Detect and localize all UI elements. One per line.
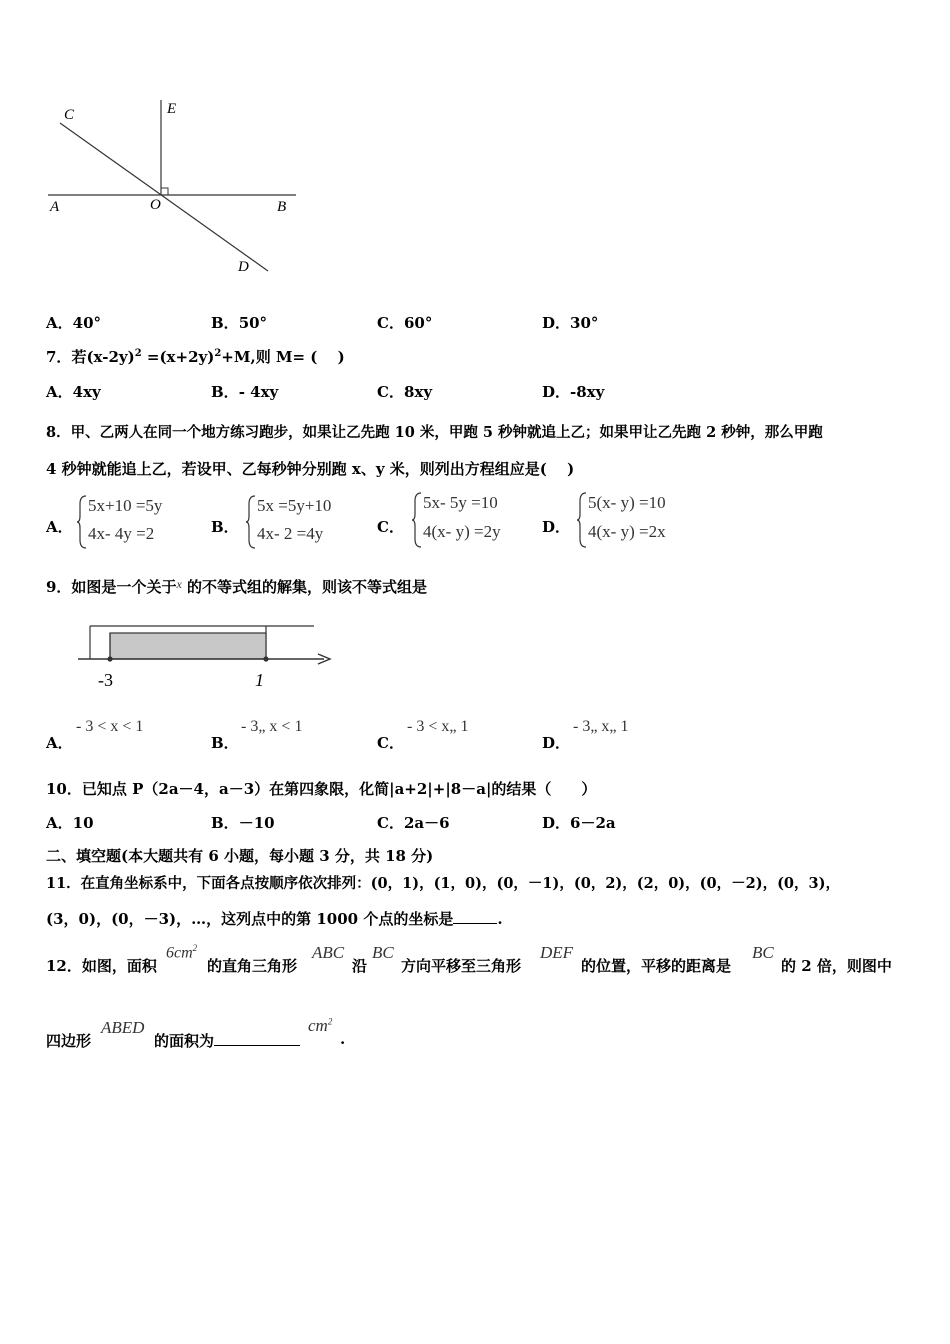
q12-area: $6cm^2$ bbox=[166, 943, 198, 962]
q6-option-d: D．30° bbox=[542, 314, 599, 332]
label-e: E bbox=[167, 101, 177, 117]
q10-option-a: A．10 bbox=[46, 814, 94, 832]
q8-option-a-letter: A． bbox=[46, 518, 73, 536]
q8-d-eq2: 4(x- y) =2x bbox=[588, 522, 666, 541]
q9-option-a-expr: - 3 < x < 1 bbox=[76, 718, 144, 735]
q8-c-eq2: 4(x- y) =2y bbox=[423, 522, 501, 541]
right-angle-mark bbox=[161, 188, 168, 195]
q6-option-a: A．40° bbox=[46, 314, 102, 332]
q9-option-a-letter: A． bbox=[46, 734, 73, 752]
q9-option-b-letter: B． bbox=[211, 734, 239, 752]
q12-text-2: 的直角三角形 bbox=[207, 957, 298, 975]
q8-option-d-system bbox=[576, 491, 701, 549]
q9-option-b-expr: - 3„ x < 1 bbox=[241, 718, 303, 735]
brace-icon bbox=[411, 491, 423, 549]
section-title: 二、填空题(本大题共有 6 小题，每小题 3 分，共 18 分) bbox=[46, 847, 434, 865]
q6-option-b: B．50° bbox=[211, 314, 268, 332]
q11-stem-line1: 11．在直角坐标系中，下面各点按顺序依次排列：(0，1)，(1，0)，(0，－1)，(0，2)，(2，0)，(0，－2)，(0，3)， bbox=[46, 875, 840, 892]
label-o: O bbox=[150, 197, 161, 213]
q12-text-4: 方向平移至三角形 bbox=[401, 957, 522, 975]
q8-option-d-letter: D． bbox=[542, 518, 571, 536]
number-line-figure bbox=[74, 615, 336, 693]
q11-stem-line2: (3，0)，(0，－3)，…，这列点中的第 1000 个点的坐标是 . bbox=[46, 910, 503, 928]
label-c: C bbox=[64, 107, 75, 123]
q12-period: . bbox=[340, 1030, 346, 1048]
q12-bc2: BC bbox=[752, 943, 774, 962]
q9-option-c-expr: - 3 < x„ 1 bbox=[407, 718, 469, 735]
q12-line1: 12．如图，面积 bbox=[46, 957, 157, 975]
q8-option-b-system bbox=[245, 494, 365, 550]
brace-icon bbox=[576, 491, 588, 549]
q8-d-eq1: 5(x- y) =10 bbox=[588, 493, 666, 512]
label-b: B bbox=[277, 199, 287, 215]
q7-option-d: D．-8xy bbox=[542, 383, 605, 401]
q7-stem: 7．若$(x-2y)^2 =(x+2y)^2+M$,则 M= ( ) bbox=[46, 348, 345, 366]
q9-option-d-expr: - 3„ x„ 1 bbox=[573, 718, 629, 735]
q10-stem: 10．已知点 P（2a－4，a－3）在第四象限，化简|a+2|+|8－a|的结果（ ） bbox=[46, 780, 597, 798]
q8-a-eq1: 5x+10 =5y bbox=[88, 496, 163, 515]
q8-b-eq2: 4x- 2 =4y bbox=[257, 524, 324, 543]
q12-text-5: 的位置，平移的距离是 bbox=[581, 957, 732, 975]
q6-option-c: C．60° bbox=[377, 314, 433, 332]
q12-unit: $cm^2$ bbox=[308, 1016, 333, 1035]
line-cd bbox=[60, 123, 268, 271]
answer-blank[interactable] bbox=[214, 1045, 300, 1046]
q7-option-a: A．4xy bbox=[46, 383, 101, 401]
q12-text-6: 的 2 倍，则图中 bbox=[781, 957, 892, 975]
q12-bc1: BC bbox=[372, 943, 394, 962]
q12-text-3: 沿 bbox=[352, 957, 368, 975]
q9-option-d-letter: D． bbox=[542, 734, 571, 752]
point-left bbox=[107, 656, 112, 661]
q12-abed: ABED bbox=[101, 1018, 145, 1037]
q10-option-d: D．6－2a bbox=[542, 814, 616, 832]
q12-abc: ABC bbox=[312, 943, 345, 962]
brace-icon bbox=[245, 494, 257, 550]
q8-option-b-letter: B． bbox=[211, 518, 239, 536]
q8-option-a-system bbox=[76, 494, 196, 550]
q7-option-c: C．8xy bbox=[377, 383, 433, 401]
q8-b-eq1: 5x =5y+10 bbox=[257, 496, 332, 515]
q12-text-7: 四边形 bbox=[46, 1032, 92, 1050]
answer-blank[interactable] bbox=[453, 923, 497, 924]
q7-option-b: B．- 4xy bbox=[211, 383, 279, 401]
label-one: 1 bbox=[255, 670, 264, 690]
q9-stem: 9．如图是一个关于$^x$ 的不等式组的解集，则该不等式组是 bbox=[46, 577, 428, 596]
point-right bbox=[263, 656, 268, 661]
q9-option-c-letter: C． bbox=[377, 734, 404, 752]
q8-stem-line2: 4 秒钟就能追上乙，若设甲、乙每秒钟分别跑 x、y 米，则列出方程组应是( ) bbox=[46, 460, 575, 478]
q12-line2-rest: 的面积为 bbox=[154, 1030, 300, 1051]
q8-stem-line1: 8．甲、乙两人在同一个地方练习跑步，如果让乙先跑 10 米，甲跑 5 秒钟就追上乙；如果甲让乙先跑 2 秒钟，那么甲跑 bbox=[46, 424, 823, 441]
q8-a-eq2: 4x- 4y =2 bbox=[88, 524, 155, 543]
q8-option-c-system bbox=[411, 491, 536, 549]
q10-option-c: C．2a－6 bbox=[377, 814, 450, 832]
label-minus-three: -3 bbox=[98, 670, 113, 690]
q12-def: DEF bbox=[540, 943, 574, 962]
brace-icon bbox=[76, 494, 88, 550]
q10-option-b: B．－10 bbox=[211, 814, 275, 832]
angle-figure bbox=[40, 95, 310, 280]
q8-option-c-letter: C． bbox=[377, 518, 404, 536]
label-a: A bbox=[50, 199, 60, 215]
q8-c-eq1: 5x- 5y =10 bbox=[423, 493, 498, 512]
shaded-region bbox=[110, 633, 266, 659]
label-d: D bbox=[238, 259, 249, 275]
